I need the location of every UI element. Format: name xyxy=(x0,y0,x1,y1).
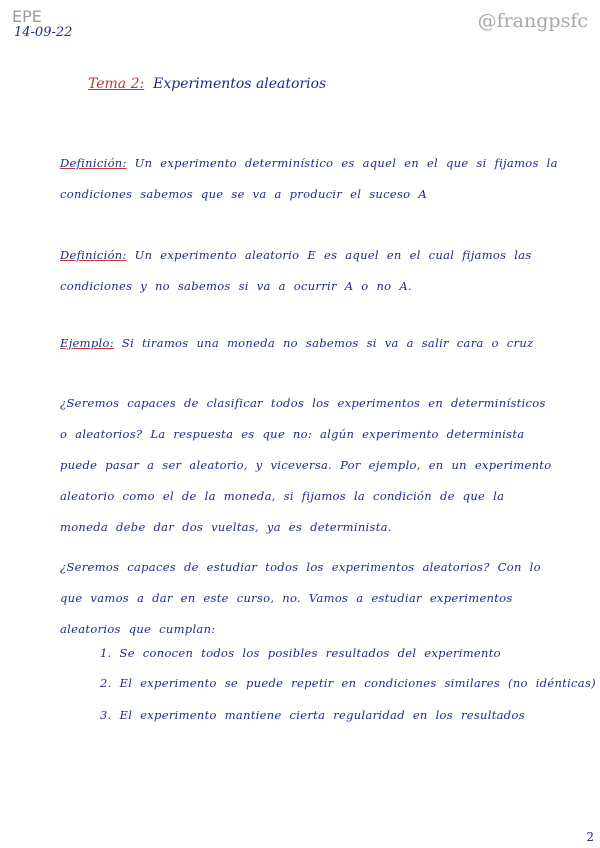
list-item: 2. El experimento se puede repetir en condiciones similares (no idénticas) xyxy=(100,676,596,690)
definition-label: Definición: xyxy=(60,156,127,170)
page-number: 2 xyxy=(586,830,594,844)
definition-random xyxy=(60,240,560,302)
page-title xyxy=(88,76,326,92)
paragraph-classification: ¿Seremos capaces de clasificar todos los experimentos en determinísticos o aleatorios? La respuesta es que no: algún experimento determinista puede pasar a ser aleatorio, y viceversa. Por ejemplo, en un experimento aleatorio como el de la moneda, si fijamos la condición de que la moneda debe dar dos vueltas, ya es determinista. xyxy=(60,396,552,534)
watermark: @frangpsfc xyxy=(477,10,588,32)
list-item: 1. Se conocen todos los posibles resultados del experimento xyxy=(100,646,501,660)
title-label: Tema 2: xyxy=(88,76,145,92)
example xyxy=(60,328,560,359)
definition-label: Definición: xyxy=(60,248,127,262)
example-label: Ejemplo: xyxy=(60,336,114,350)
title-text: Experimentos aleatorios xyxy=(153,76,327,92)
paragraph-study: ¿Seremos capaces de estudiar todos los experimentos aleatorios? Con lo que vamos a dar en este curso, no. Vamos a estudiar experimentos aleatorios que cumplan: xyxy=(60,560,541,636)
definition-deterministic xyxy=(60,148,560,210)
date: 14-09-22 xyxy=(14,25,73,40)
definition-text: Un experimento aleatorio E es aquel en el cual fijamos las condiciones y no sabemos si va a ocurrir A o no A. xyxy=(60,248,532,293)
epe-label: EPE xyxy=(12,7,42,26)
example-text: Si tiramos una moneda no sabemos si va a salir cara o cruz xyxy=(121,336,534,350)
definition-text: Un experimento determinístico es aquel en el que si fijamos la condiciones sabemos que se va a producir el suceso A xyxy=(60,156,558,201)
list-item: 3. El experimento mantiene cierta regularidad en los resultados xyxy=(100,708,525,722)
